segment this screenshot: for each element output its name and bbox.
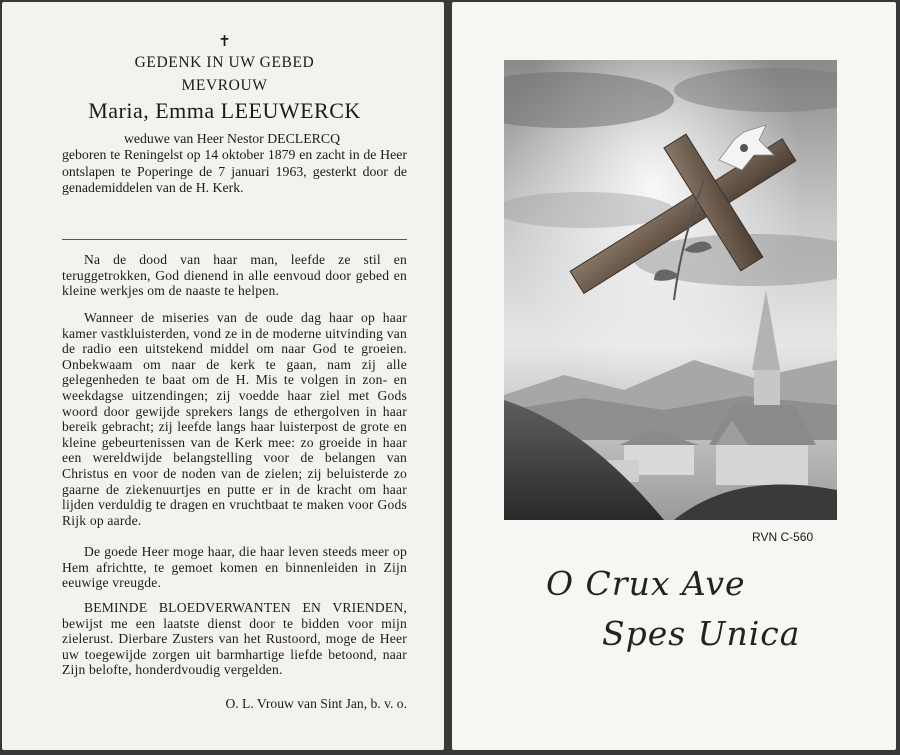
paragraph-1: Na de dood van haar man, leefde ze stil en teruggetrokken, God dienend in alle eenvoud door gebed en kleine werkjes om de naaste te helpen. (62, 252, 407, 299)
printer-mark: RVN C-560 (752, 530, 814, 544)
motto-line-2: Spes Unica (602, 614, 801, 653)
memorial-image-card (452, 2, 896, 750)
widow-line: weduwe van Heer Nestor DECLERCQ (123, 131, 341, 146)
paragraph-3: De goede Heer moge haar, die haar leven steeds meer op Hem africhtte, te gemoet komen en binnenleiden in Zijn eeuwige vreugde. (62, 544, 407, 591)
birth-death-paragraph (62, 131, 407, 197)
heading-mevrouw: MEVROUW (181, 77, 268, 94)
motto-line-1: O Crux Ave (546, 564, 746, 603)
heading-pray: GEDENK IN UW GEBED (134, 54, 315, 71)
devotional-illustration (504, 60, 837, 520)
signature-line: O. L. Vrouw van Sint Jan, b. v. o. (225, 696, 407, 711)
birth-death-text: geboren te Reningelst op 14 oktober 1879 en zacht in de Heer ontslapen te Poperinge de 7 januari 1963, gesterkt door de genademiddelen van de H. Kerk. (62, 147, 407, 196)
cross-symbol: ✝ (218, 32, 231, 50)
memorial-text-card (2, 2, 444, 750)
deceased-name: Maria, Emma LEEUWERCK (88, 98, 361, 123)
paragraph-2: Wanneer de miseries van de oude dag haar op haar kamer vastkluisterden, vond ze in de moderne uitvinding van de radio een uitstekend middel om naar God te groeien. Onbekwaam om naar de kerk te gaan, nam zij alle gelegenheden te baat om de H. Mis te volgen in zon- en weekdagse uitzendingen; zij voedde haar ziel met Gods woord door gewijde sprekers langs de ethergolven in haar bereik gebracht; zij leefde langs haar luisterpost de grote en kleine gebeurtenissen van de Kerk mee: zo groeide in haar een wereldwijde belangstelling voor de belangen van Christus en voor de noden van de zielen; zij beluisterde zo gaarne de ziekenuurtjes en putte er in de kracht om haar lijden verduldig te dragen en vruchtbaat te maken voor Gods Rijk op aarde. (62, 310, 407, 528)
paragraph-4: BEMINDE BLOEDVERWANTEN EN VRIENDEN, bewijst me een laatste dienst door te bidden voor mijn zielerust. Dierbare Zusters van het Rustoord, moge de Heer uw toegewijde zorgen uit barmhartige liefde betoond, naar Zijn belofte, honderdvoudig vergelden. (62, 600, 407, 678)
divider-rule (62, 239, 407, 240)
crucifix-landscape-image (504, 60, 837, 520)
